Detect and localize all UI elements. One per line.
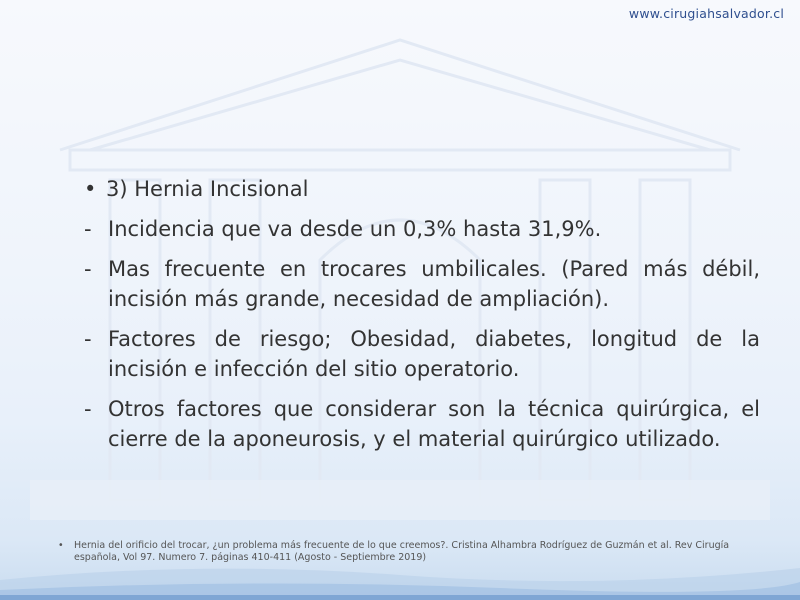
dash-icon: - bbox=[84, 327, 92, 351]
list-item-text: Factores de riesgo; Obesidad, diabetes, longitud de la incisión e infección del sitio operatorio. bbox=[108, 327, 760, 381]
heading-row bbox=[84, 174, 760, 204]
dash-icon: - bbox=[84, 257, 92, 281]
bullet-icon: • bbox=[84, 177, 97, 201]
slide-heading: 3) Hernia Incisional bbox=[106, 177, 309, 201]
bottom-wave-decoration bbox=[0, 540, 800, 600]
list-item bbox=[84, 254, 760, 314]
list-item-text: Incidencia que va desde un 0,3% hasta 31,9%. bbox=[108, 217, 602, 241]
list-item-text: Otros factores que considerar son la técnica quirúrgica, el cierre de la aponeurosis, y el material quirúrgico utilizado. bbox=[108, 397, 760, 451]
dash-icon: - bbox=[84, 217, 92, 241]
site-url[interactable]: www.cirugiahsalvador.cl bbox=[628, 6, 784, 21]
list-item bbox=[84, 394, 760, 454]
dash-icon: - bbox=[84, 397, 92, 421]
list-item bbox=[84, 214, 760, 244]
footnote-bullet-icon: • bbox=[58, 540, 64, 551]
list-item bbox=[84, 324, 760, 384]
footnote-text: Hernia del orificio del trocar, ¿un problema más frecuente de lo que creemos?. Cristina Alhambra Rodríguez de Guzmán et al. Rev Cirugía española, Vol 97. Numero 7. páginas 410-411 (Agosto - Septiembre 2019) bbox=[74, 540, 730, 563]
slide-content bbox=[84, 174, 760, 464]
list-item-text: Mas frecuente en trocares umbilicales. (Pared más débil, incisión más grande, necesidad de ampliación). bbox=[108, 257, 760, 311]
bottom-line bbox=[0, 595, 800, 600]
